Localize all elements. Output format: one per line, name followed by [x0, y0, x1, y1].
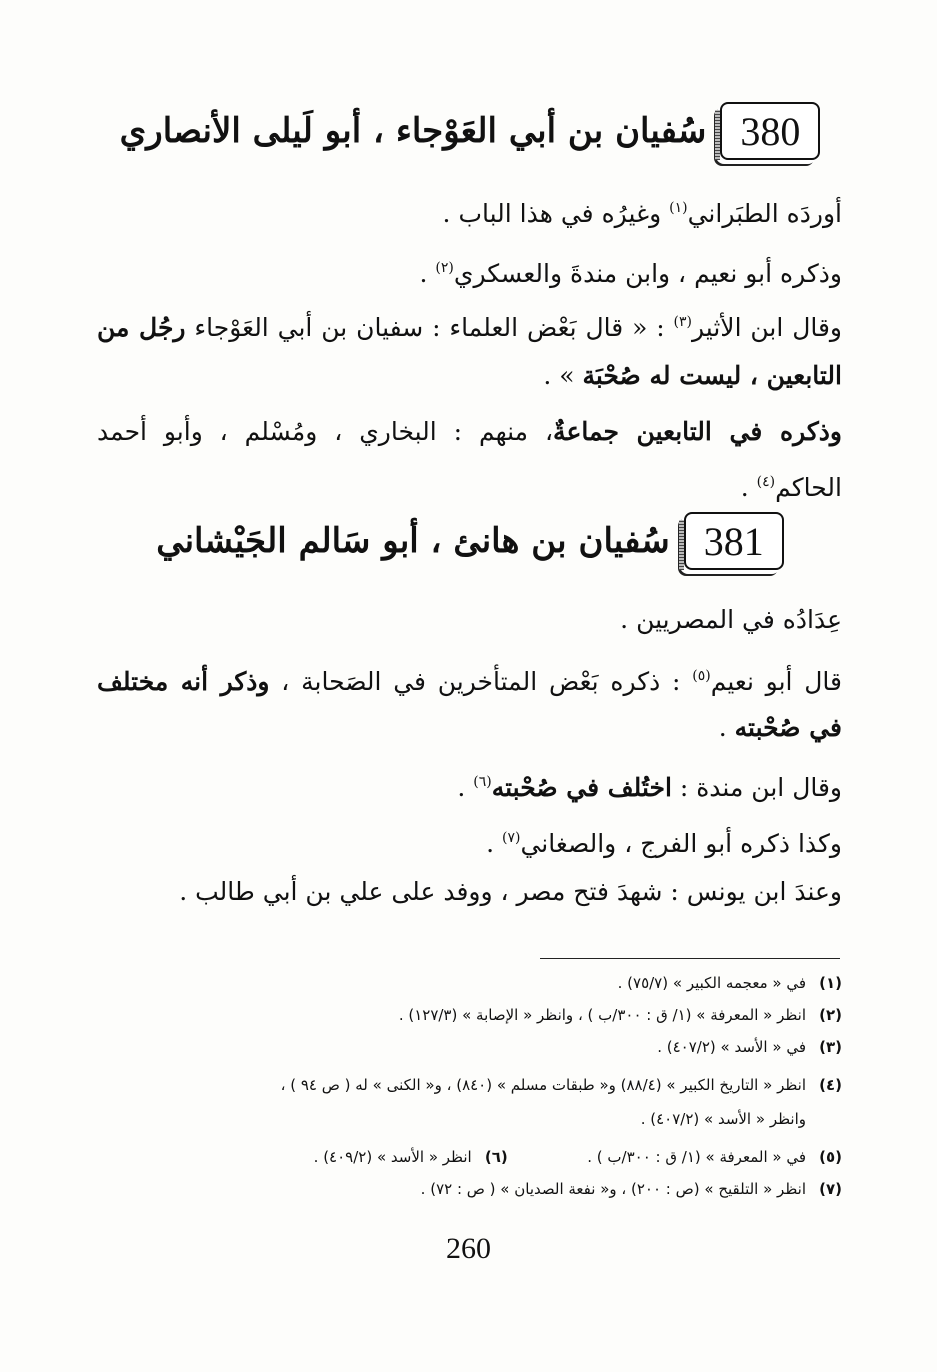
text-line — [97, 818, 842, 864]
line-text: قال أبو نعيم — [710, 667, 843, 696]
entry-number-box — [684, 512, 784, 570]
footnote-text: في « المعرفة » (١/ ق : ٣٠٠/ب ) . — [587, 1148, 806, 1166]
footnote-text: وانظر « الأسد » (٤٠٧/٢) . — [640, 1110, 806, 1128]
line-text: عِدَادُه في المصريين . — [620, 605, 842, 634]
text-line — [97, 248, 842, 294]
page-number: 260 — [446, 1232, 491, 1265]
line-text: . — [419, 259, 436, 288]
footnote-text: في « الأسد » (٤٠٧/٢) . — [657, 1038, 806, 1056]
line-text: . — [740, 473, 757, 502]
footnote-text: انظر « الأسد » (٤٠٩/٢) . — [313, 1148, 472, 1166]
text-line — [97, 412, 842, 452]
footnote — [82, 972, 842, 994]
footnote-number: (٦) — [484, 1148, 508, 1166]
line-text: الحاكم — [775, 473, 842, 502]
footnote-number: (٤) — [819, 1076, 842, 1094]
footnote — [82, 1004, 842, 1026]
footnote-text: في « معجمه الكبير » (٧٥/٧) . — [617, 974, 806, 992]
line-text: » . — [543, 361, 583, 390]
text-line — [97, 356, 842, 396]
footnote-ref: (٤) — [756, 474, 776, 490]
entry-title: سُفيان بن هانئ ، أبو سَالم الجَيْشاني — [156, 521, 670, 561]
box-shadow-decoration — [715, 110, 720, 160]
footnote-pair — [82, 1146, 842, 1168]
footnote-number: (١) — [819, 974, 842, 992]
line-text: وقال ابن الأثير — [692, 313, 842, 342]
line-text: وقال ابن مندة : — [671, 773, 842, 802]
text-line — [97, 708, 842, 748]
line-text: : ذكره بَعْض المتأخرين في الصَحابة ، — [269, 667, 693, 696]
bold-text: في صُحْبته — [734, 713, 842, 742]
footnote-text: انظر « التاريخ الكبير » (٨٨/٤) و« طبقات مسلم » (٨٤٠) ، و« الكنى » له ( ص ٩٤ ) ، — [280, 1076, 806, 1094]
bold-text: رجُل من — [97, 313, 186, 342]
footnote — [82, 1074, 842, 1096]
entry-number: 381 — [703, 518, 764, 564]
text-line — [97, 762, 842, 808]
line-text: . — [457, 773, 474, 802]
footnote-continuation — [82, 1108, 842, 1130]
box-shadow-decoration — [679, 520, 684, 570]
footnote-number: (٣) — [819, 1038, 842, 1056]
entry-title: سُفيان بن أبي العَوْجاء ، أبو لَيلى الأنصاري — [119, 111, 707, 151]
entry-heading-380 — [100, 96, 840, 166]
entry-heading-381 — [100, 506, 840, 576]
bold-text: وذكره في التابعين جماعةٌ — [553, 417, 842, 446]
bold-text: اختُلف في صُحْبته — [491, 773, 672, 802]
line-text: وغيرُه في هذا الباب . — [442, 199, 670, 228]
line-text: وذكره أبو نعيم ، وابن مندةَ والعسكري — [453, 259, 842, 288]
footnote-number: (٧) — [819, 1180, 842, 1198]
footnote — [82, 1036, 842, 1058]
line-text: . — [486, 829, 502, 858]
bold-text: التابعين ، ليست له صُحْبَة — [582, 361, 842, 390]
text-line — [97, 600, 842, 640]
line-text: وعندَ ابن يونس : شهدَ فتح مصر ، ووفد على علي بن أبي طالب . — [179, 877, 842, 906]
footnote-ref: (١) — [669, 200, 688, 216]
text-line — [97, 872, 842, 912]
line-text: وكذا ذكره أبو الفرج ، والصغاني — [520, 829, 842, 858]
footnote-ref: (٣) — [673, 314, 693, 330]
text-line — [97, 188, 842, 234]
footnote-ref: (٦) — [473, 774, 492, 790]
entry-number: 380 — [740, 108, 801, 154]
text-line — [97, 302, 842, 348]
footnote-ref: (٢) — [435, 260, 454, 276]
footnote-separator — [540, 958, 840, 959]
text-line — [97, 656, 842, 702]
line-text: ، منهم : البخاري ، ومُسْلم ، وأبو أحمد — [97, 417, 554, 446]
footnote-number: (٢) — [819, 1006, 842, 1024]
line-text: أوردَه الطبَراني — [687, 199, 842, 228]
text-line — [97, 462, 842, 508]
footnote-text: انظر « المعرفة » (١/ ق : ٣٠٠/ب ) ، وانظر « الإصابة » (١٢٧/٣) . — [398, 1006, 806, 1024]
entry-number-box — [720, 102, 820, 160]
line-text: . — [718, 713, 735, 742]
footnote-number: (٥) — [819, 1148, 842, 1166]
footnote-ref: (٥) — [692, 668, 711, 684]
bold-text: وذكر أنه مختلف — [97, 667, 270, 696]
footnote-text: انظر « التلقيح » (ص : ٢٠٠) ، و« نفعة الصديان » ( ص : ٧٢) . — [420, 1180, 806, 1198]
line-text: : « قال بَعْض العلماء : سفيان بن أبي العَوْجاء — [185, 313, 674, 342]
footnote-ref: (٧) — [502, 830, 521, 846]
footnote — [82, 1178, 842, 1200]
